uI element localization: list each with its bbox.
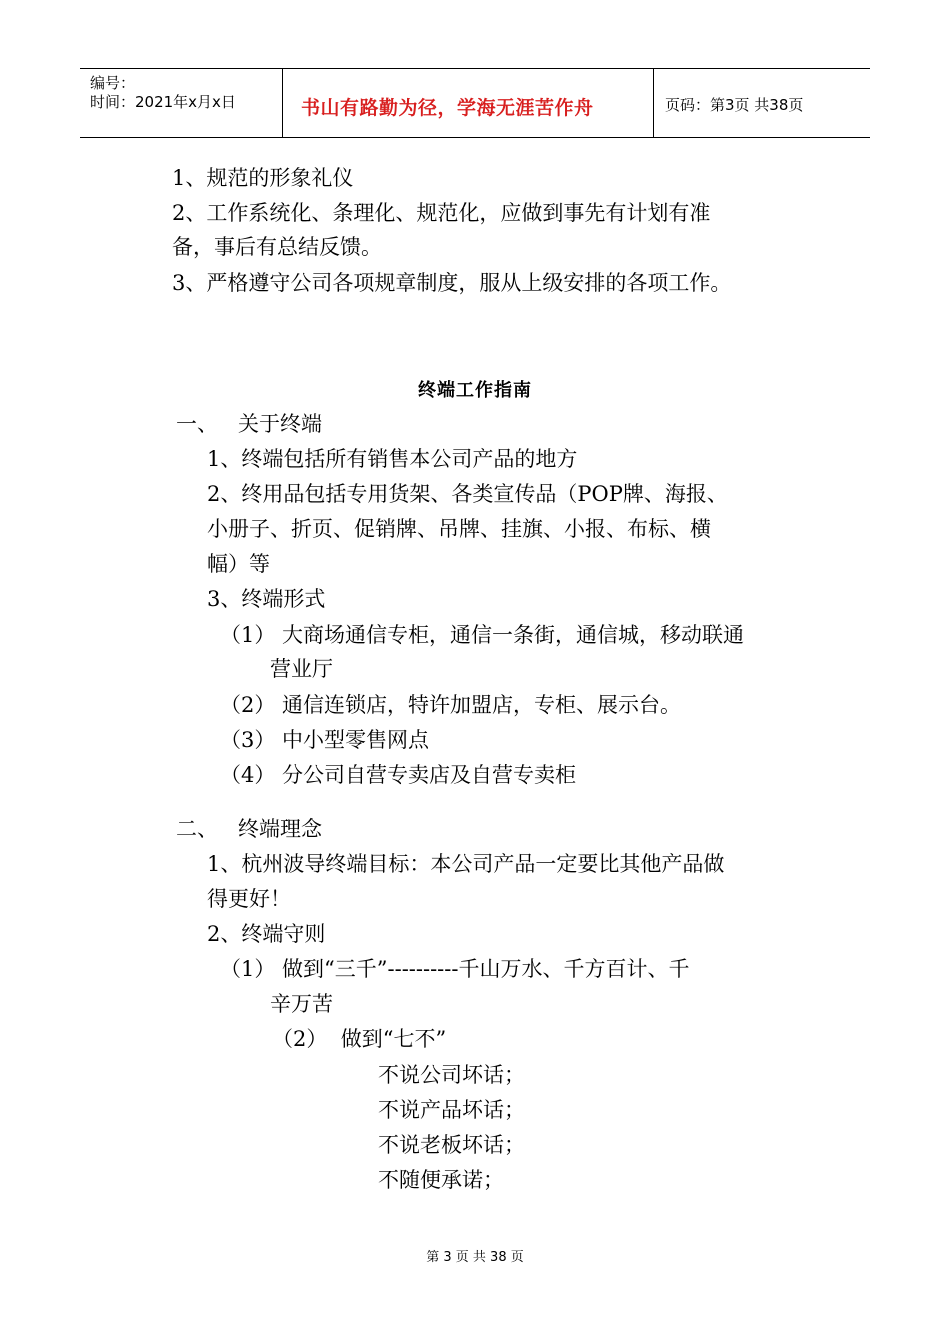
section-1-item-2-line-3: 幅）等	[207, 552, 270, 576]
rule-2-item-4: 不随便承诺；	[378, 1168, 504, 1192]
section-1-item-2-line-2: 小册子、折页、促销牌、吊牌、挂旗、小报、布标、横	[207, 517, 711, 541]
section-2-item-1-line-1: 1、杭州波导终端目标：本公司产品一定要比其他产品做	[207, 852, 725, 876]
document-number-label: 编号：	[90, 74, 136, 92]
section-1-sub-1-line-2: 营业厅	[270, 657, 333, 681]
rule-2-item-1: 不说公司坏话；	[378, 1063, 525, 1087]
section-1-item-2-line-1: 2、终用品包括专用货架、各类宣传品（POP牌、海报、	[207, 482, 728, 506]
page-footer: 第 3 页 共 38 页	[426, 1250, 524, 1265]
section-2-item-2: 2、终端守则	[207, 922, 326, 946]
header-motto: 书山有路勤为径，学海无涯苦作舟	[301, 97, 594, 119]
section-2-item-1-line-2: 得更好！	[207, 887, 291, 911]
section-1-sub-2: （2） 通信连锁店，特许加盟店，专柜、展示台。	[220, 693, 682, 717]
guide-title: 终端工作指南	[418, 380, 532, 401]
header-page-cell	[654, 69, 870, 137]
section-1-item-1: 1、终端包括所有销售本公司产品的地方	[207, 447, 578, 471]
page-header	[80, 68, 870, 138]
intro-item-2-line-2: 备，事后有总结反馈。	[172, 235, 382, 259]
section-1-sub-1-line-1: （1） 大商场通信专柜，通信一条街，通信城，移动联通	[220, 623, 745, 647]
section-1-heading: 一、 关于终端	[176, 412, 323, 436]
section-1-item-3: 3、终端形式	[207, 587, 326, 611]
section-1-sub-4: （4） 分公司自营专卖店及自营专卖柜	[220, 763, 577, 787]
rule-2-item-2: 不说产品坏话；	[378, 1098, 525, 1122]
intro-item-3: 3、严格遵守公司各项规章制度，服从上级安排的各项工作。	[172, 271, 732, 295]
header-meta-cell	[80, 69, 283, 137]
header-motto-cell	[283, 69, 654, 137]
document-time-label: 时间：2021年x月x日	[90, 93, 236, 111]
section-2-rule-2: （2） 做到“七不”	[272, 1027, 447, 1051]
intro-item-1: 1、规范的形象礼仪	[172, 166, 354, 190]
section-2-rule-1-line-1: （1） 做到“三千”----------千山万水、千方百计、千	[220, 957, 690, 981]
intro-item-2-line-1: 2、工作系统化、条理化、规范化，应做到事先有计划有准	[172, 201, 711, 225]
section-1-sub-3: （3） 中小型零售网点	[220, 728, 430, 752]
section-2-heading: 二、 终端理念	[176, 817, 323, 841]
section-2-rule-1-line-2: 辛万苦	[270, 992, 333, 1016]
rule-2-item-3: 不说老板坏话；	[378, 1133, 525, 1157]
header-page-info: 页码：第3页 共38页	[665, 96, 804, 114]
